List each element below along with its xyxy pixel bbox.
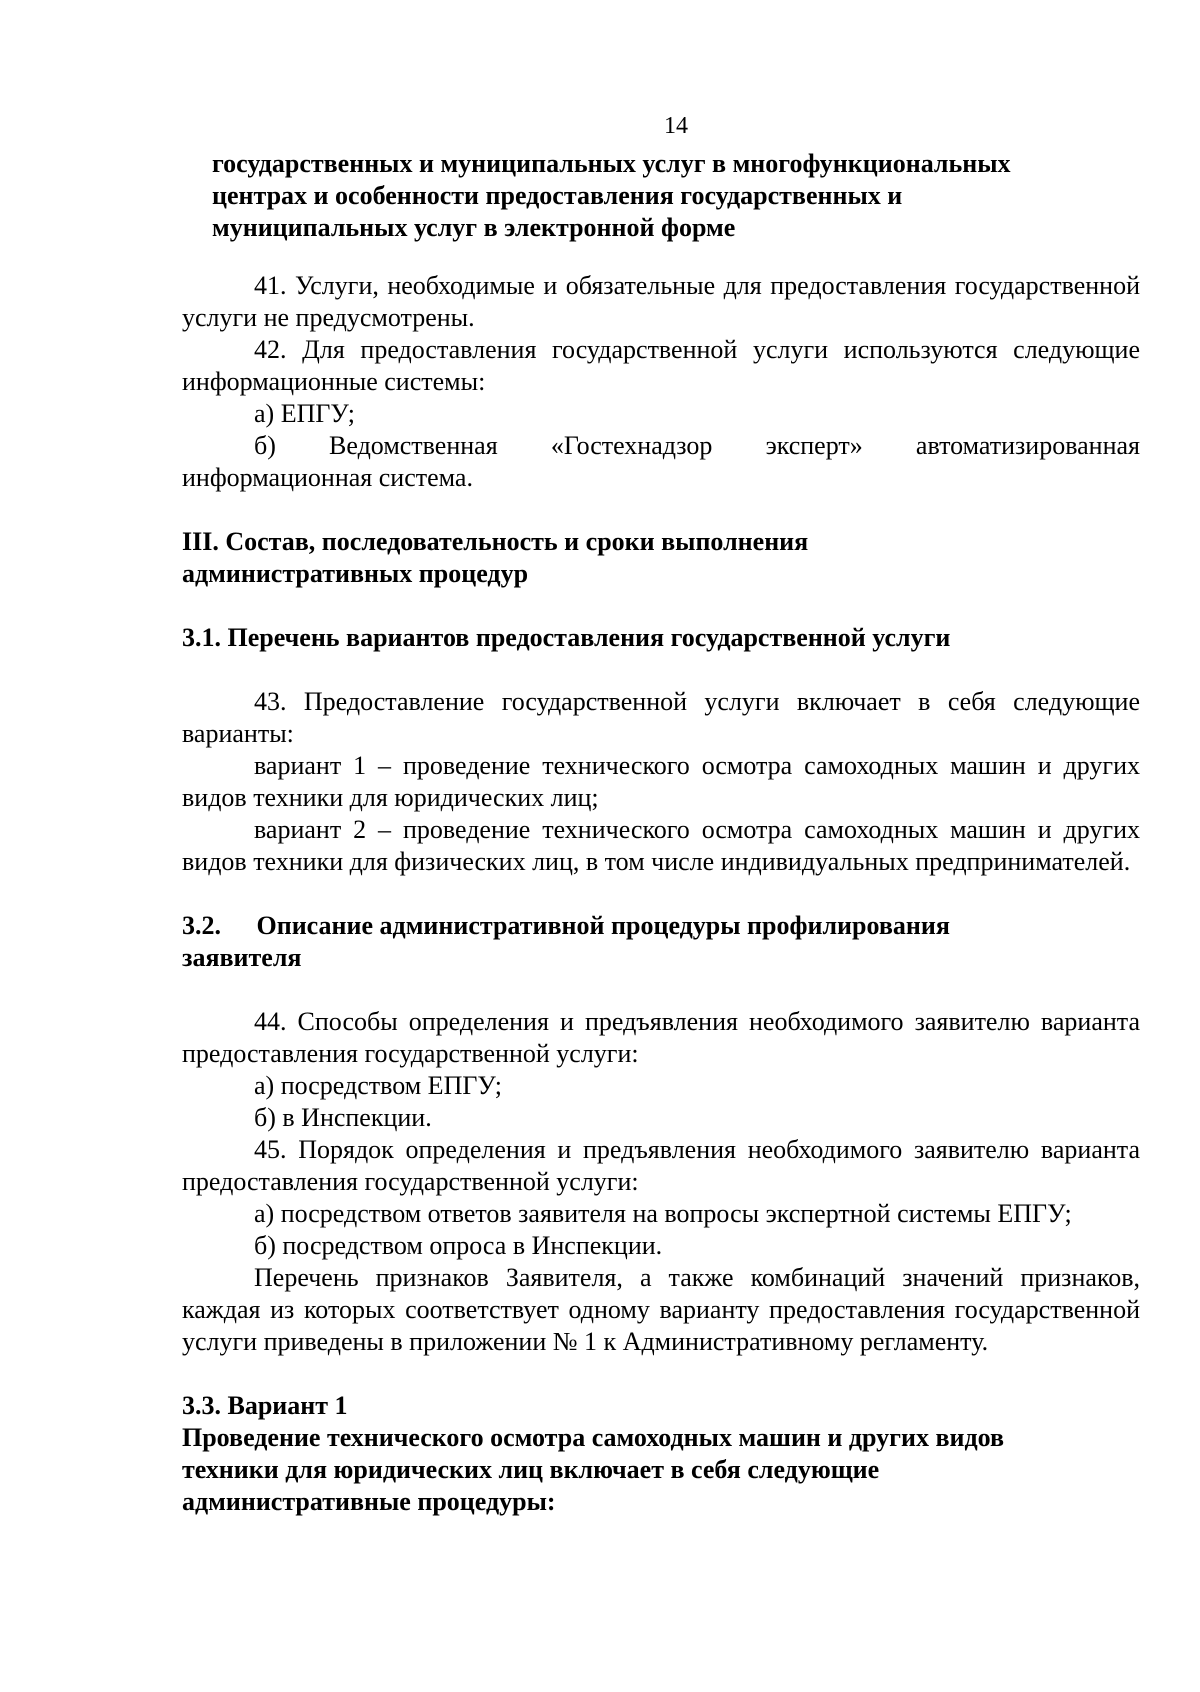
- subsection-3-1-heading: 3.1. Перечень вариантов предоставления государственной услуги: [182, 623, 951, 652]
- subsection-3-3-heading: [182, 1390, 1140, 1518]
- paragraph-44-b: б) в Инспекции.: [254, 1103, 432, 1132]
- subsection-3-3-line-3: административные процедуры:: [182, 1487, 556, 1516]
- paragraph-42-a: а) ЕПГУ;: [254, 399, 356, 428]
- subsection-3-2-heading: [182, 910, 1140, 974]
- intro-heading-line-1: государственных и муниципальных услуг в многофункциональных: [212, 149, 1011, 178]
- paragraph-42: 42. Для предоставления государственной услуги используются следующие информационные системы:: [182, 335, 1140, 396]
- section-3-heading-line-2: административных процедур: [182, 559, 529, 588]
- subsection-3-2-line-1: Описание административной процедуры профилирования: [256, 911, 950, 940]
- paragraph-43: 43. Предоставление государственной услуги включает в себя следующие варианты:: [182, 687, 1140, 748]
- subsection-3-3-line-1: Проведение технического осмотра самоходных машин и других видов: [182, 1423, 1005, 1452]
- intro-heading-line-3: муниципальных услуг в электронной форме: [212, 213, 736, 242]
- section-3-heading-line-1: III. Состав, последовательность и сроки выполнения: [182, 527, 809, 556]
- subsection-3-2-line-2: заявителя: [182, 943, 302, 972]
- page-number: 14: [664, 113, 688, 139]
- paragraph-41: 41. Услуги, необходимые и обязательные для предоставления государственной услуги не предусмотрены.: [182, 271, 1140, 332]
- subsection-3-3-line-2: техники для юридических лиц включает в себя следующие: [182, 1455, 880, 1484]
- paragraph-44: 44. Способы определения и предъявления необходимого заявителю варианта предоставления государственной услуги:: [182, 1007, 1140, 1068]
- paragraph-45-b: б) посредством опроса в Инспекции.: [254, 1231, 663, 1260]
- paragraph-45: 45. Порядок определения и предъявления необходимого заявителю варианта предоставления государственной услуги:: [182, 1135, 1140, 1196]
- variant-2-item: вариант 2 – проведение технического осмотра самоходных машин и других видов техники для физических лиц, в том числе индивидуальных предпринимателей.: [182, 815, 1140, 876]
- subsection-3-3-title: 3.3. Вариант 1: [182, 1391, 348, 1420]
- paragraph-45-a: а) посредством ответов заявителя на вопросы экспертной системы ЕПГУ;: [254, 1199, 1072, 1228]
- variant-1-item: вариант 1 – проведение технического осмотра самоходных машин и других видов техники для юридических лиц;: [182, 751, 1140, 812]
- document-page: [182, 112, 1140, 1518]
- paragraph-42-b: б) Ведомственная «Гостехнадзор эксперт» автоматизированная информационная система.: [182, 431, 1140, 492]
- intro-heading: [182, 148, 1140, 244]
- subsection-3-2-number: 3.2.: [182, 911, 221, 940]
- paragraph-criteria-list: Перечень признаков Заявителя, а также комбинаций значений признаков, каждая из которых соответствует одному варианту предоставления государственной услуги приведены в приложении № 1 к Административному регламенту.: [182, 1263, 1140, 1356]
- section-3-heading: [182, 526, 1140, 590]
- intro-heading-line-2: центрах и особенности предоставления государственных и: [212, 181, 903, 210]
- paragraph-44-a: а) посредством ЕПГУ;: [254, 1071, 503, 1100]
